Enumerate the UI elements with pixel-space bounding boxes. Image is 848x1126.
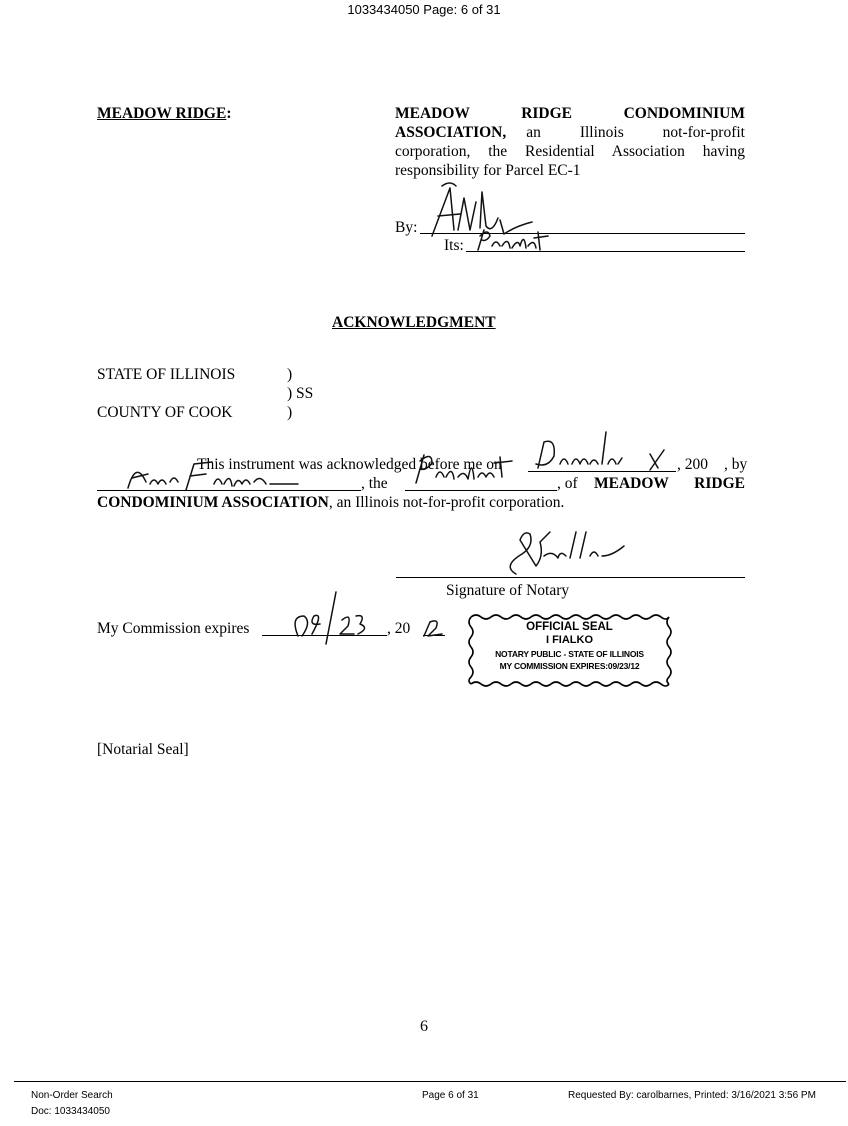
ack-line3 bbox=[97, 493, 564, 512]
by-label: By: bbox=[395, 219, 418, 236]
entity-line2-rest: an Illinois not-for-profit bbox=[526, 124, 745, 141]
footer-page: Page 6 of 31 bbox=[422, 1090, 479, 1101]
page-number: 6 bbox=[420, 1018, 428, 1035]
venue-paren-ss: ) SS bbox=[287, 385, 314, 402]
footer-left-line1: Non-Order Search bbox=[31, 1090, 113, 1101]
ack-of: , of bbox=[557, 475, 578, 492]
commission-date-handwriting bbox=[290, 586, 450, 646]
state-label: STATE OF ILLINOIS bbox=[97, 366, 236, 383]
ack-entity-bold-1: MEADOW RIDGE bbox=[594, 475, 745, 492]
footer-left-line2: Doc: 1033434050 bbox=[31, 1106, 110, 1117]
ack-by: , by bbox=[724, 456, 748, 473]
county-label: COUNTY OF COOK bbox=[97, 404, 233, 421]
seal-line2: I FIALKO bbox=[545, 634, 594, 646]
party-label bbox=[97, 104, 232, 123]
commission-label: My Commission expires bbox=[97, 620, 250, 637]
ack-year-prefix: , 200 bbox=[677, 456, 708, 473]
seal-border-graphic bbox=[467, 613, 672, 688]
ack-line1-text: This instrument was acknowledged before me on bbox=[197, 456, 502, 473]
footer-requested-by: Requested By: carolbarnes, Printed: 3/16/2021 3:56 PM bbox=[568, 1090, 816, 1101]
notarial-seal-label: [Notarial Seal] bbox=[97, 741, 189, 758]
seal-line3: NOTARY PUBLIC - STATE OF ILLINOIS bbox=[495, 649, 644, 659]
ack-entity-bold-2: CONDOMINIUM ASSOCIATION bbox=[97, 494, 329, 511]
commission-year-prefix: , 20 bbox=[387, 620, 411, 637]
seal-line4: MY COMMISSION EXPIRES:09/23/12 bbox=[499, 661, 640, 671]
entity-name-line1: MEADOW RIDGE CONDOMINIUM bbox=[395, 105, 745, 122]
seal-line1: OFFICIAL SEAL bbox=[526, 621, 613, 633]
officer-name-handwriting bbox=[120, 452, 300, 496]
footer-divider bbox=[14, 1081, 846, 1082]
party-label-text: MEADOW RIDGE bbox=[97, 105, 227, 122]
its-label: Its: bbox=[444, 237, 464, 254]
entity-line4: responsibility for Parcel EC-1 bbox=[395, 162, 581, 179]
ack-the: , the bbox=[361, 475, 388, 492]
party-label-colon: : bbox=[226, 105, 232, 122]
notary-signature-handwriting bbox=[500, 526, 630, 578]
venue-paren-3: ) bbox=[287, 404, 293, 421]
title-handwriting bbox=[474, 224, 554, 256]
ack-title-line bbox=[405, 490, 557, 491]
date-handwriting bbox=[530, 428, 680, 474]
document-page-header: 1033434050 Page: 6 of 31 bbox=[347, 2, 501, 17]
notary-official-seal bbox=[467, 613, 672, 688]
signature-of-notary-label: Signature of Notary bbox=[446, 582, 570, 599]
notary-signature-line bbox=[396, 577, 745, 578]
acknowledgment-title: ACKNOWLEDGMENT bbox=[332, 314, 496, 331]
ack-line3-rest: , an Illinois not-for-profit corporation. bbox=[328, 494, 565, 511]
officer-title-handwriting bbox=[410, 447, 550, 487]
entity-name-bold: ASSOCIATION, bbox=[395, 124, 507, 141]
venue-paren-1: ) bbox=[287, 366, 293, 383]
entity-line3: corporation, the Residential Association having bbox=[395, 143, 745, 160]
entity-line2 bbox=[395, 123, 745, 142]
